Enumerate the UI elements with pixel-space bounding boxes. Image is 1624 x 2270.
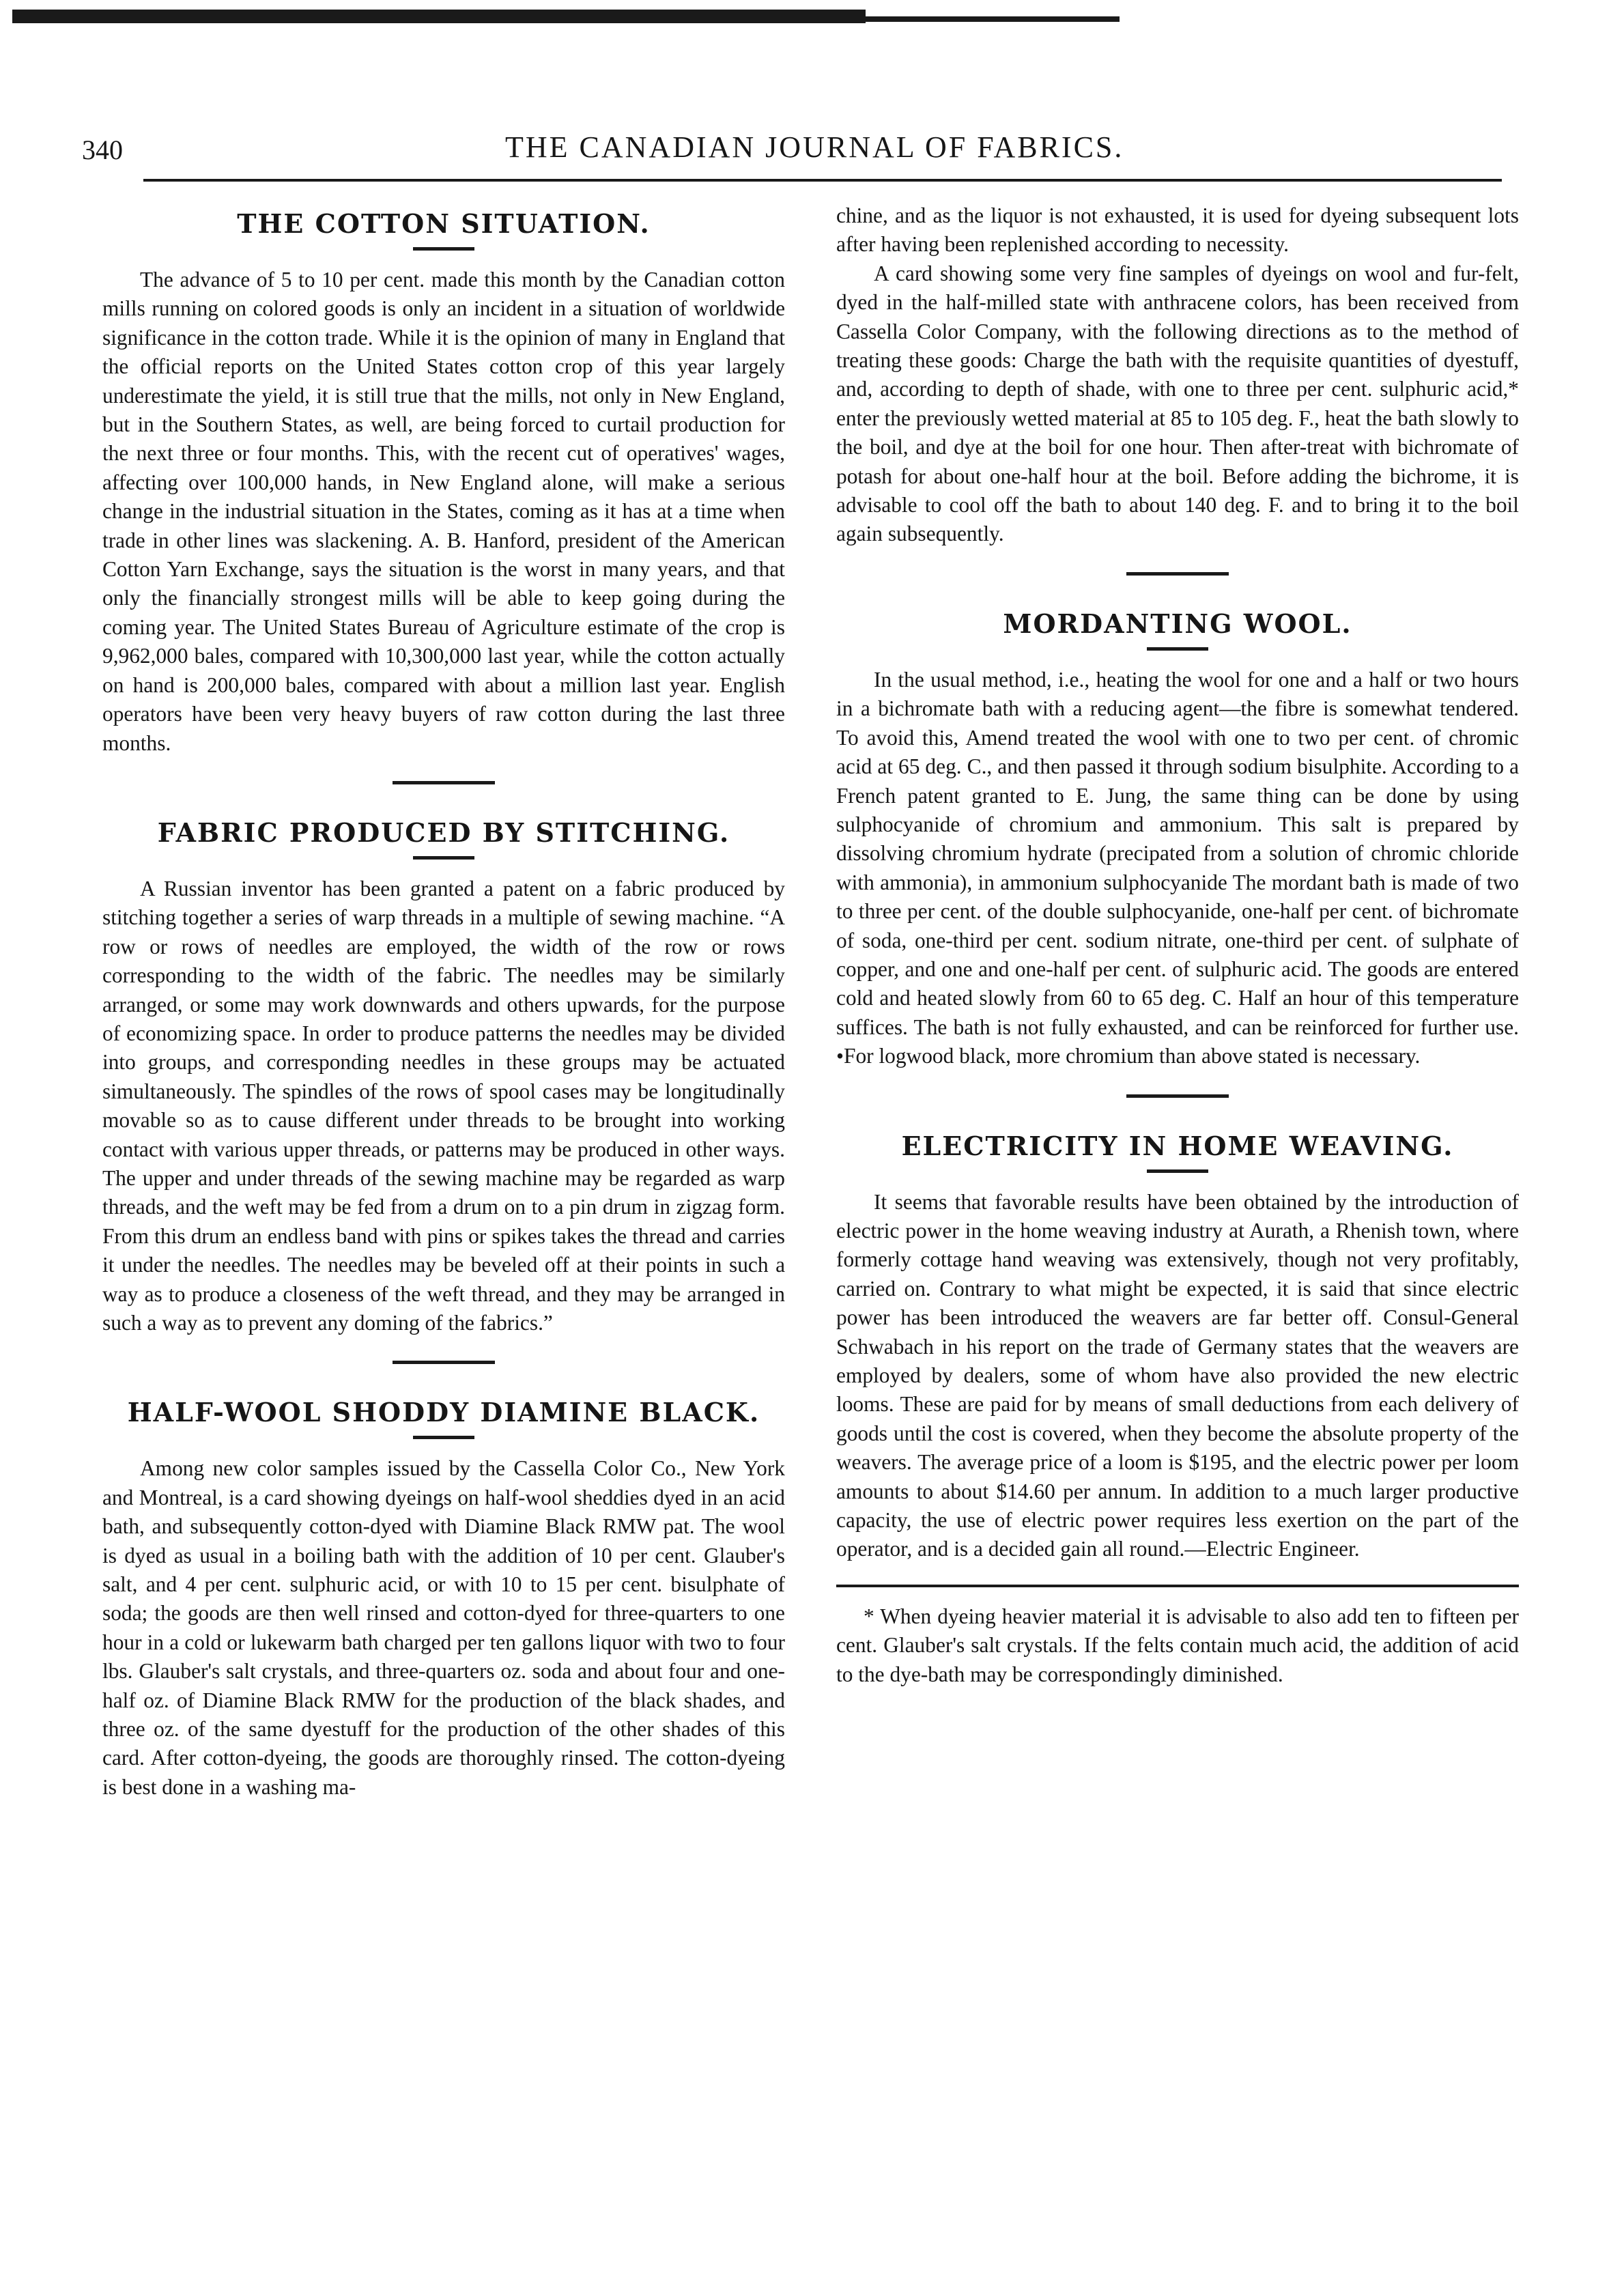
article-continuation [836, 201, 1519, 549]
article-electricity-home-weaving [836, 1131, 1519, 1564]
article-body: A card showing some very fine samples of dyeings on wool and fur-felt, dyed in the half-milled state with anthracene colors, has been received from Cassella Color Company, with the following directions as to the method of treating these goods: Charge the bath with the requisite quantities of dyestuff, and, according to depth of shade, with one to three per cent. sulphuric acid,* enter the previously wetted material at 85 to 105 deg. F., heat the bath slowly to the boil, and dye at the boil for one hour. Then after-treat with bichromate of potash for about one-half hour at the boil. Before adding the bichrome, it is advisable to cool off the bath to about 140 deg. F. and to bring it to the boil again subsequently. [836, 261, 1519, 546]
right-column [836, 201, 1519, 1689]
article-body: In the usual method, i.e., heating the wool for one and a half or two hours in a bichromate bath with a reducing agent—the fibre is somewhat tendered. To avoid this, Amend treated the wool with one to two per cent. of chromic acid at 65 deg. C., and then passed it through sodium bisulphite. According to a French patent granted to E. Jung, the same thing can be done by using sulphocyanide of chromium and ammonium. This salt is prepared by dissolving chromium hydrate (precipated from a solution of chromic chloride with ammonia), in ammonium sulphocyanide The mordant bath is made of two to three per cent. of the double sulphocyanide, one-half per cent. of bichromate of soda, one-third per cent. sodium nitrate, one-third per cent. of sulphate of copper, and one and one-half per cent. of sulphuric acid. The goods are entered cold and heated slowly from 60 to 65 deg. C. Half an hour of this temperature suffices. The bath is not fully exhausted, and can be reinforced for further use. •For logwood black, more chromium than above stated is necessary. [836, 667, 1519, 1068]
footnote: * When dyeing heavier material it is advisable to also add ten to fifteen per cent. Glauber's salt crystals. If the felts contain much acid, the addition of acid to the dye-bath may be correspondingly diminished. [836, 1604, 1519, 1686]
article-heading: ELECTRICITY IN HOME WEAVING. [901, 1130, 1454, 1161]
article-half-wool-shoddy [102, 1397, 785, 1802]
running-title: THE CANADIAN JOURNAL OF FABRICS. [505, 130, 1124, 164]
article-heading: HALF-WOOL SHODDY DIAMINE BLACK. [127, 1397, 760, 1428]
article-mordanting-wool [836, 608, 1519, 1071]
article-heading: THE COTTON SITUATION. [237, 208, 651, 239]
heading-rule [1147, 1169, 1208, 1173]
heading-rule [1147, 647, 1208, 651]
article-separator [1126, 1094, 1229, 1098]
footnote-rule [836, 1585, 1519, 1587]
article-heading: FABRIC PRODUCED BY STITCHING. [157, 817, 730, 848]
top-border-bar [12, 10, 866, 23]
page-number: 340 [82, 134, 123, 165]
article-separator [393, 781, 495, 784]
article-body-continued: chine, and as the liquor is not exhausted, it is used for dyeing subsequent lots after having been replenished according to necessity. [836, 203, 1519, 257]
article-body: A Russian inventor has been granted a patent on a fabric produced by stitching together a series of warp threads in a multiple of sewing machine. “A row or rows of needles are employed, the width of the row or rows corresponding to the width of the fabric. The needles may be similarly arranged, or some may work downwards and others upwards, for the purpose of economizing space. In order to produce patterns the needles may be divided into groups, and corresponding needles in these groups may be actuated simultaneously. The spindles of the rows of spool cases may be longitudinally movable so as to cause different under threads to be brought into working contact with various upper threads, or patterns may be produced in other ways. The upper and under threads of the sewing machine may be regarded as warp threads, and the weft may be fed from a drum on to a pin drum in zigzag form. From this drum an endless band with pins or spikes takes the thread and carries it under the needles. The needles may be beveled off at their points in such a way as to produce a closeness of the weft thread, and they may be arranged in such a way as to prevent any doming of the fabrics.” [102, 876, 785, 1335]
heading-rule [413, 247, 474, 251]
article-separator [393, 1361, 495, 1364]
article-fabric-stitching [102, 817, 785, 1338]
article-heading: MORDANTING WOOL. [1003, 608, 1352, 639]
article-cotton-situation [102, 208, 785, 758]
header-rule [143, 179, 1502, 182]
article-body: It seems that favorable results have been obtained by the introduction of electric power in the home weaving industry at Aurath, a Rhenish town, where formerly cottage hand weaving was extensively, though not very profitably, carried on. Contrary to what might be expected, it is said that since electric power has been introduced the weavers are far better off. Consul-General Schwabach in his report on the trade of Germany states that the weavers are employed by dealers, some of whom have also provided the new electric looms. These are paid for by means of small deductions from each delivery of goods until the cost is covered, when they become the absolute property of the weavers. The average price of a loom is $195, and the electric power per loom amounts to about $14.60 per annum. In addition to a much larger productive capacity, the use of electric power requires less exertion on the part of the operator, and is a decided gain all round.—Electric Engineer. [836, 1189, 1519, 1561]
article-body: The advance of 5 to 10 per cent. made this month by the Canadian cotton mills running on colored goods is only an incident in a situation of worldwide significance in the cotton trade. While it is the opinion of many in England that the official reports on the United States cotton crop of this year largely underestimate the yield, it is still true that the mills, not only in New England, but in the Southern States, as well, are being forced to curtail production for the next three or four months. This, with the recent cut of operatives' wages, affecting over 100,000 hands, in New England alone, will make a serious change in the industrial situation in the States, coming as it has at a time when trade in other lines was slackening. A. B. Hanford, president of the American Cotton Yarn Exchange, says the situation is the worst in many years, and that only the financially strongest mills will be able to keep going during the coming year. The United States Bureau of Agriculture estimate of the crop is 9,962,000 bales, compared with 10,300,000 last year, while the cotton actually on hand is 200,000 bales, compared with about a million last year. English operators have been very heavy buyers of raw cotton during the last three months. [102, 268, 785, 755]
article-separator [1126, 572, 1229, 576]
heading-rule [413, 856, 474, 860]
heading-rule [413, 1436, 474, 1439]
top-border-bar-tail [853, 16, 1120, 22]
left-column [102, 201, 785, 1802]
article-body: Among new color samples issued by the Cassella Color Co., New York and Montreal, is a card showing dyeings on half-wool sheddies dyed in an acid bath, and subsequently cotton-dyed with Diamine Black RMW pat. The wool is dyed as usual in a boiling bath with the addition of 10 per cent. Glauber's salt, and 4 per cent. sulphuric acid, or with 10 to 15 per cent. bisulphate of soda; the goods are then well rinsed and cotton-dyed for three-quarters to one hour in a cold or lukewarm bath charged per ten gallons liquor with two to four lbs. Glauber's salt crystals, and three-quarters oz. soda and about four and one-half oz. of Diamine Black RMW for the production of the black shades, and three oz. of the same dyestuff for the production of the other shades of this card. After cotton-dyeing, the goods are thoroughly rinsed. The cotton-dyeing is best done in a washing ma- [102, 1456, 785, 1799]
